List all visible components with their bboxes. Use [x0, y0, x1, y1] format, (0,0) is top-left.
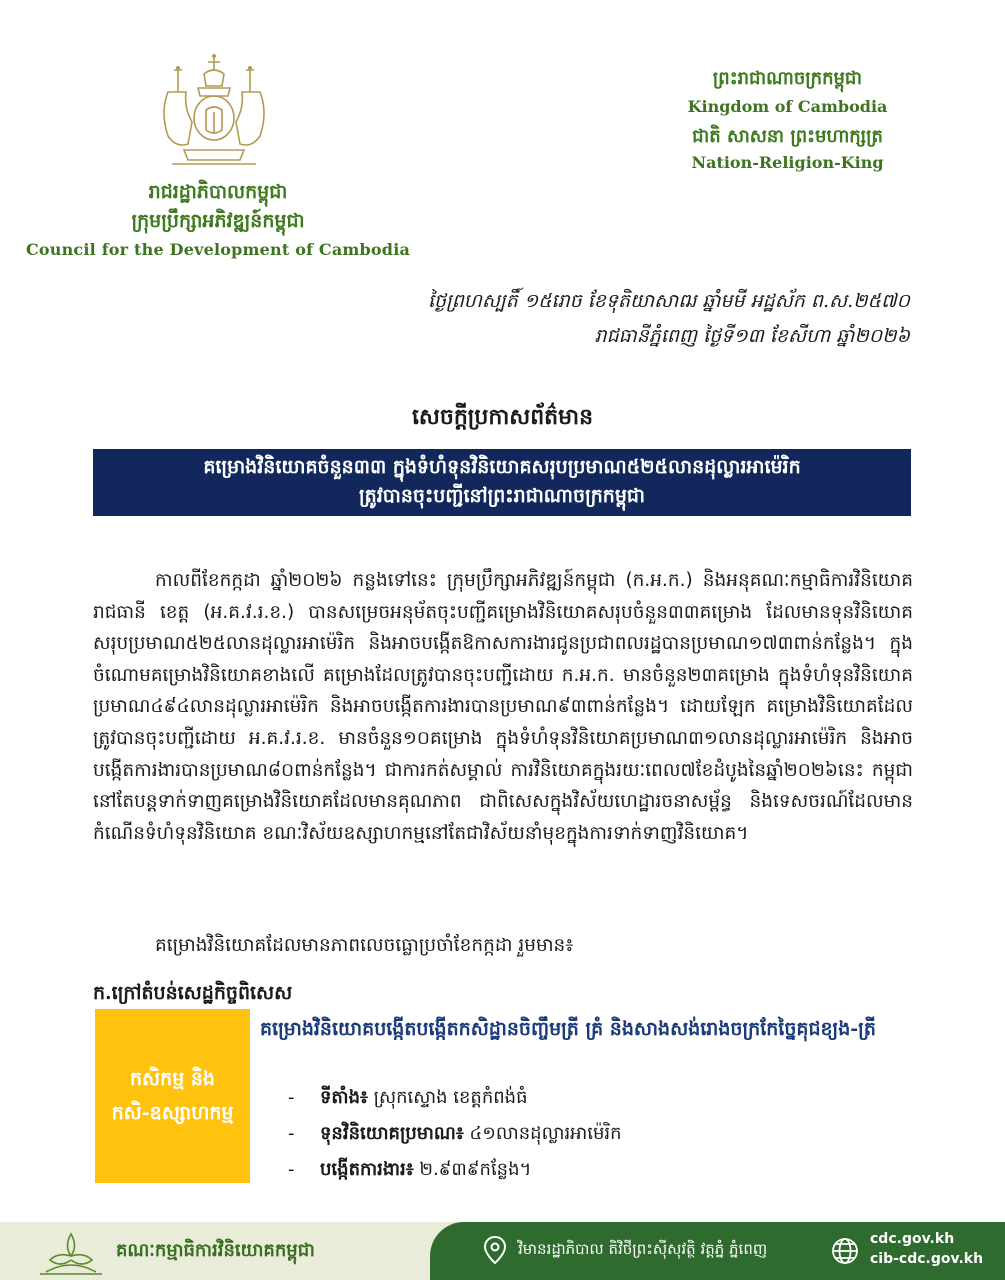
bullet-dash: - — [288, 1087, 295, 1108]
paragraph-2: គម្រោងវិនិយោគដែលមានភាពលេចធ្លោប្រចាំខែកក្កដា រួមមាន៖ — [155, 935, 574, 956]
location-pin-icon — [484, 1236, 506, 1264]
kingdom-khmer: ព្រះរាជាណាចក្រកម្ពុជា — [712, 68, 863, 89]
globe-icon — [830, 1236, 860, 1266]
org-name-english: Council for the Development of Cambodia — [25, 240, 411, 259]
project-title: គម្រោងវិនិយោគបង្កើតបង្កើតកសិដ្ឋានចិញ្ចឹមត្រី គ្រំ និងសាងសង់រោងចក្រកែច្នៃគុជខ្យង-ត្រី — [260, 1018, 876, 1040]
royal-emblem-icon — [148, 52, 280, 172]
website-link-cdc[interactable]: cdc.gov.kh — [870, 1231, 955, 1247]
page-title: សេចក្តីប្រកាសព័ត៌មាន — [411, 404, 594, 430]
website-link-cib[interactable]: cib-cdc.gov.kh — [870, 1251, 984, 1267]
footer-org-name: គណៈកម្មាធិការវិនិយោគកម្ពុជា — [116, 1240, 315, 1261]
project-investment — [288, 1121, 622, 1148]
date-lunar: ថ្ងៃព្រហស្បតិ៍ ១៥រោច ខែទុតិយាសាឍ ឆ្នាំមមី អដ្ឋស័ក ព.ស.២៥៧០ — [427, 290, 910, 312]
project-location — [288, 1085, 528, 1112]
banner-line-1: គម្រោងវិនិយោគចំនួន៣៣ ក្នុងទំហំទុនវិនិយោគសរុបប្រមាណ៥២៥លានដុល្លារអាម៉េរិក — [203, 456, 801, 478]
bullet-dash: - — [288, 1123, 295, 1144]
location-value: ស្រុកស្ទោង ខេត្តកំពង់ធំ — [367, 1087, 528, 1108]
body-paragraph — [93, 565, 913, 849]
footer — [0, 1222, 1005, 1280]
jobs-value: ២.៩៣៩កន្លែង។ — [413, 1159, 532, 1180]
motto-khmer: ជាតិ សាសនា ព្រះមហាក្សត្រ — [692, 126, 883, 147]
section-heading: ក.ក្រៅតំបន់សេដ្ឋកិច្ចពិសេស — [93, 982, 293, 1004]
sector-line-2: កសិ-ឧស្សាហកម្ម — [111, 1102, 234, 1124]
headline-banner — [93, 449, 911, 516]
sector-line-1: កសិកម្ម និង — [129, 1068, 215, 1090]
date-solar: រាជធានីភ្នំពេញ ថ្ងៃទី១៣ ខែសីហា ឆ្នាំ២០២៦ — [594, 325, 910, 347]
investment-value: ៤១លានដុល្លារអាម៉េរិក — [463, 1123, 622, 1144]
paragraph-1: កាលពីខែកក្កដា ឆ្នាំ២០២៦ កន្លងទៅនេះ ក្រុមប្រឹក្សាអភិវឌ្ឍន៍កម្ពុជា (ក.អ.ក.) និងអនុគណៈកម្មាធិការវិនិយោគរាជធានី ខេត្ត (អ.គ.វ.រ.ខ.) បានសម្រេចអនុម័តចុះបញ្ជីគម្រោងវិនិយោគសរុបចំនួន៣៣គម្រោង ដែលមានទុនវិនិយោគសរុបប្រមាណ៥២៥លានដុល្លារអាម៉េរិក និងអាចបង្កើតឱកាសការងារជូនប្រជាពលរដ្ឋបានប្រមាណ១៧៣ពាន់កន្លែង។ ក្នុងចំណោមគម្រោងវិនិយោគខាងលើ គម្រោងដែលត្រូវបានចុះបញ្ជីដោយ ក.អ.ក. មានចំនួន២៣គម្រោង ក្នុងទំហំទុនវិនិយោគប្រមាណ៤៩៤លានដុល្លារអាម៉េរិក និងអាចបង្កើតការងារបានប្រមាណ៩៣ពាន់កន្លែង។ ដោយឡែក គម្រោងវិនិយោគដែលត្រូវបានចុះបញ្ជីដោយ អ.គ.វ.រ.ខ. មានចំនួន១០គម្រោង ក្នុងទំហំទុនវិនិយោគប្រមាណ៣១លានដុល្លារអាម៉េរិក និងអាចបង្កើតការងារបានប្រមាណ៨០ពាន់កន្លែង។ ជាការកត់សម្គាល់ ការវិនិយោគក្នុងរយៈពេល៧ខែដំបូងនៃឆ្នាំ២០២៦នេះ កម្ពុជានៅតែបន្តទាក់ទាញគម្រោងវិនិយោគដែលមានគុណភាព ជាពិសេសក្នុងវិស័យហេដ្ឋារចនាសម្ព័ន្ធ និងទេសចរណ៍ដែលមានកំណើនទំហំទុនវិនិយោគ ខណៈវិស័យឧស្សាហកម្មនៅតែជាវិស័យនាំមុខក្នុងការទាក់ទាញវិនិយោគ។ — [93, 570, 913, 844]
bullet-dash: - — [288, 1159, 295, 1180]
banner-line-2: ត្រូវបានចុះបញ្ជីនៅព្រះរាជាណាចក្រកម្ពុជា — [358, 485, 646, 507]
org-name-khmer-council: ក្រុមប្រឹក្សាអភិវឌ្ឍន៍កម្ពុជា — [131, 210, 305, 232]
motto-english: Nation-Religion-King — [691, 153, 884, 172]
sector-badge — [95, 1009, 250, 1183]
kingdom-english: Kingdom of Cambodia — [687, 97, 888, 116]
jobs-label: បង្កើតការងារ៖ — [320, 1159, 414, 1180]
org-name-khmer-government: រាជរដ្ឋាភិបាលកម្ពុជា — [148, 181, 288, 203]
cib-logo-icon — [38, 1230, 104, 1276]
location-label: ទីតាំង៖ — [320, 1087, 368, 1108]
project-jobs — [288, 1157, 531, 1184]
footer-address: វិមានរដ្ឋាភិបាល តិវិថីព្រះស៊ីសុវត្ថិ វត្តភ្នំ ភ្នំពេញ — [518, 1240, 768, 1258]
investment-label: ទុនវិនិយោគប្រមាណ៖ — [320, 1123, 464, 1144]
